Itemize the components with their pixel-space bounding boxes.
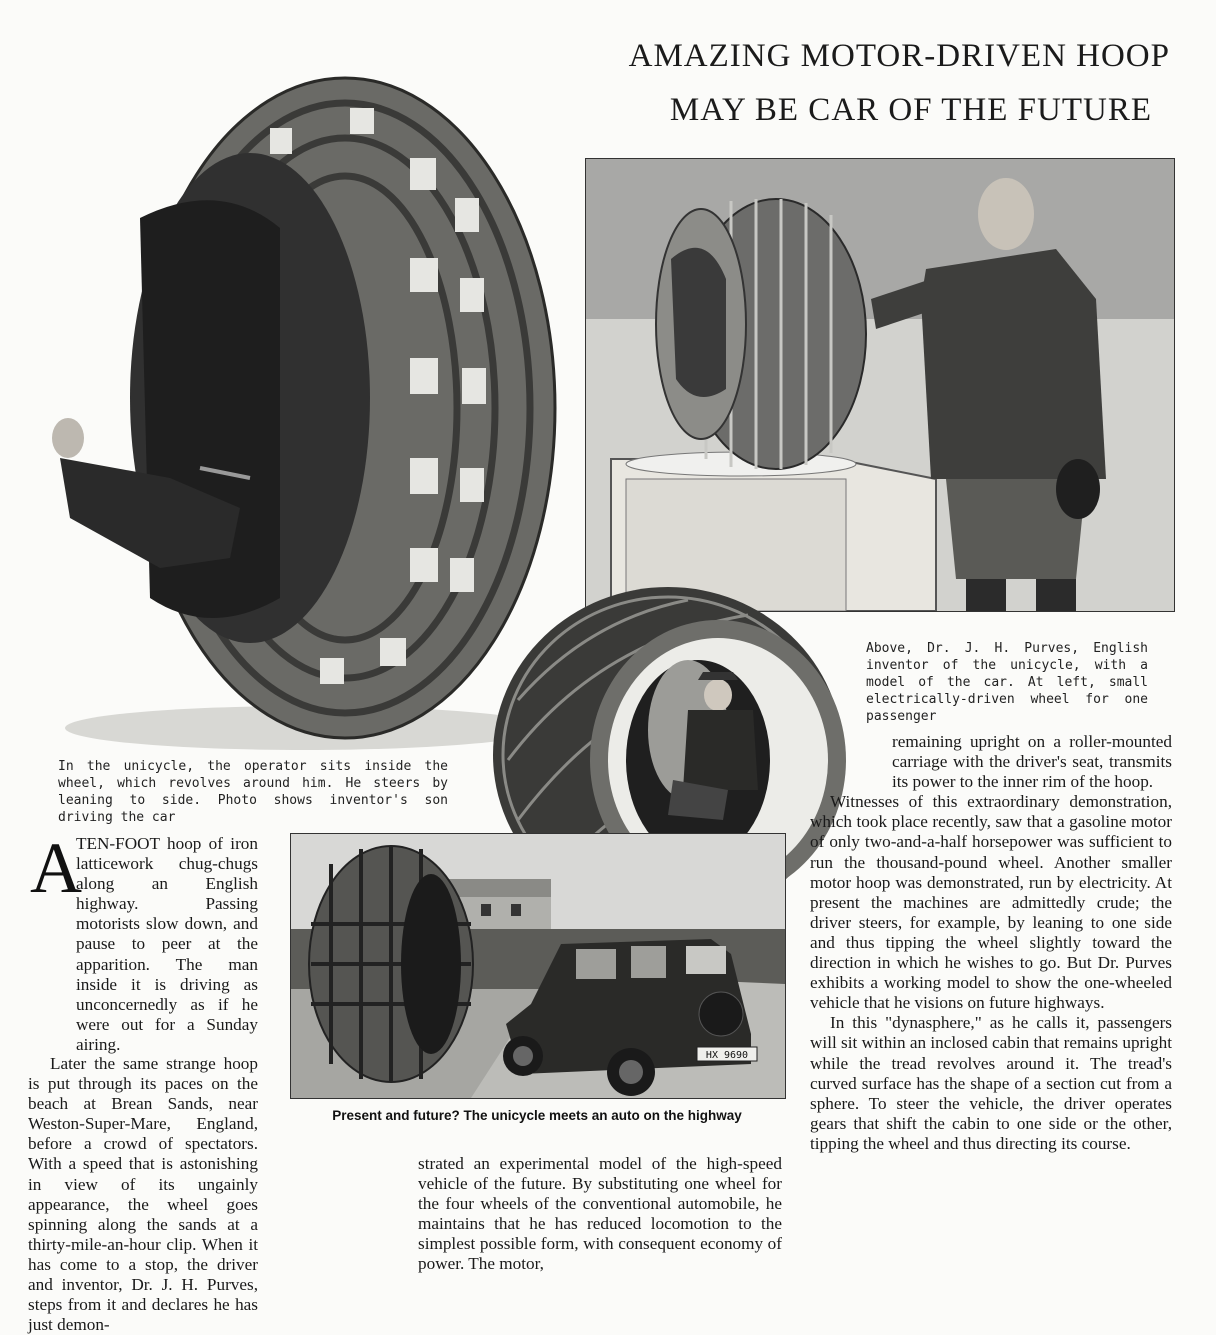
caption-unicycle-photo: In the unicycle, the operator sits inside the wheel, which revolves around him. He steers by leaning to side. Photo shows inventor's son driving the car: [58, 759, 448, 825]
article-col1-intro: [76, 834, 258, 1055]
unicycle-photo-left: [50, 38, 560, 758]
article-col3: [810, 732, 1172, 1154]
article-paragraph-2-start: [28, 1054, 258, 1335]
license-plate-text: HX 9690: [705, 1050, 749, 1061]
article-col3-para2: Witnesses of this extraordinary demonstration, which took place recently, saw that a gasoline motor of only two-and-a-half horsepower was sufficient to run the thousand-pound wheel. Another smaller motor hoop was demonstrated, run by electricity. At present the machines are admittedly crude; the driver steers, for example, by leaning to one side and thus tipping the wheel slightly toward the direction in which he wishes to go. But Dr. Purves exhibits a working model to show the one-wheeled vehicle that he visions on future highways.: [810, 792, 1172, 1013]
caption-inventor-photo: Above, Dr. J. H. Purves, English inventor of the unicycle, with a model of the car. At left, small electrically-driven wheel for one passenger: [866, 641, 1148, 724]
article-col2: strated an experimental model of the high-speed vehicle of the future. By substituting one wheel for the four wheels of the conventional automobile, he maintains that he has reduced locomotion to the simplest possible form, with consequent economy of power. The motor,: [418, 1154, 782, 1274]
inventor-with-model-photo: [585, 158, 1175, 612]
article-paragraph-2-text: Later the same strange hoop is put through its paces on the beach at Brean Sands, near Weston-Super-Mare, England, before a crowd of spectators. With a speed that is astonishing in view of its ungainly appearance, the wheel goes spinning along the sands at a thirty-mile-an-hour clip. When it has come to a stop, the driver and inventor, Dr. J. H. Purves, steps from it and declares he has just demon-: [28, 1054, 258, 1335]
drop-cap: A: [30, 828, 82, 908]
article-intro-paragraph: TEN-FOOT hoop of iron latticework chug-chugs along an English highway. Passing motorists slow down, and pause to peer at the apparition. The man inside it is driving as unconcernedly as if he were out for a Sunday airing.: [76, 834, 258, 1054]
article-col3-para3: In this "dynasphere," as he calls it, passengers will sit within an inclosed cabin that remains upright while the tread revolves around it. The tread's curved surface has the shape of a section cut from a sphere. To steer the vehicle, the driver operates gears that shift the cabin to one side or the other, tipping the wheel and thus directing its course.: [810, 1013, 1172, 1153]
article-col3-top: remaining upright on a roller-mounted carriage with the driver's seat, transmits its power to the inner rim of the hoop.: [892, 732, 1172, 792]
caption-road-photo: Present and future? The unicycle meets an auto on the highway: [332, 1108, 742, 1123]
article-col1-continued: [28, 1054, 258, 1335]
headline-line-2: MAY BE CAR OF THE FUTURE: [669, 92, 1152, 128]
headline-line-1: AMAZING MOTOR-DRIVEN HOOP: [628, 38, 1170, 74]
road-photo: [290, 833, 786, 1099]
